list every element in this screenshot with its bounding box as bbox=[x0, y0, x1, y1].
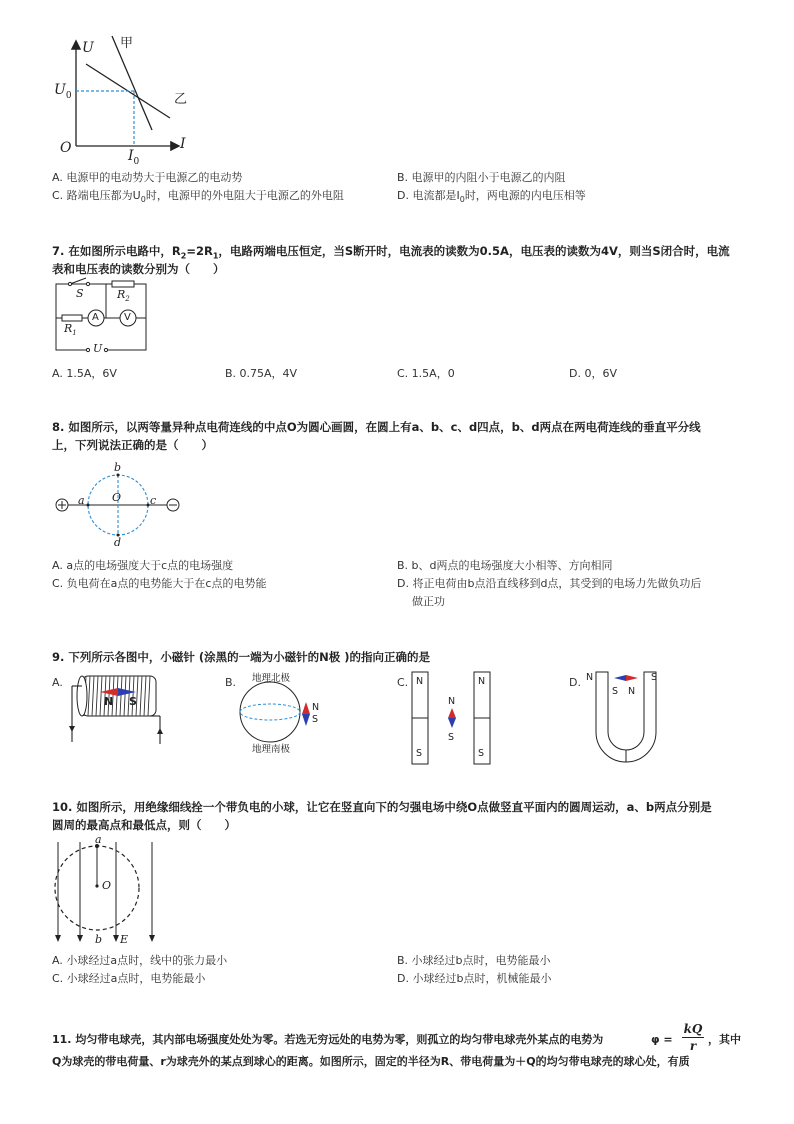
q10-stem-line2: 圆周的最高点和最低点，则（ ） bbox=[52, 818, 236, 832]
point-b-label: b bbox=[114, 461, 122, 474]
u-axis-label: U bbox=[82, 40, 94, 56]
q7-option-a: A. 1.5A，6V bbox=[52, 367, 117, 380]
q8-option-a: A. a点的电场强度大于c点的电场强度 bbox=[52, 559, 234, 572]
r2-label: $R_2$ bbox=[117, 288, 130, 304]
q11-phi: φ = bbox=[651, 1033, 673, 1046]
q11-fraction bbox=[680, 1022, 706, 1053]
q8-option-d-line2: 做正功 bbox=[412, 595, 445, 608]
q10-option-d: D. 小球经过b点时，机械能最小 bbox=[397, 972, 552, 985]
q7-stem-line1: 7. 在如图所示电路中，$R_2=2R_1$，电路两端电压恒定，当S断开时，电流表的读数为0.5A，电压表的读数为4V，则当S闭合时，电流 bbox=[52, 244, 730, 261]
u0-label: $U_0$ bbox=[54, 82, 72, 101]
q8-stem-line1: 8. 如图所示，以两等量异种点电荷连线的中点O为圆心画圆，在圆上有a、b、c、d四点，b、d两点在两电荷连线的垂直平分线 bbox=[52, 420, 701, 434]
switch-label: S bbox=[76, 287, 84, 300]
i-axis-label: I bbox=[180, 136, 186, 152]
u-magnet-right-s-label: S bbox=[651, 672, 658, 683]
i0-label: $I_0$ bbox=[128, 148, 140, 167]
magnet-left-n-label: N bbox=[416, 676, 424, 687]
needle-d-n-label: N bbox=[628, 686, 636, 697]
q8-stem-line2: 上，下列说法正确的是（ ） bbox=[52, 438, 213, 452]
q10-option-b: B. 小球经过b点时，电势能最小 bbox=[397, 954, 551, 967]
yi-label: 乙 bbox=[174, 92, 188, 107]
ammeter-label: A bbox=[92, 312, 99, 323]
point-c-label: c bbox=[150, 494, 157, 507]
needle-c-s-label: S bbox=[448, 732, 455, 743]
q9-label-b: B. bbox=[225, 676, 237, 689]
top-point-a-label: a bbox=[95, 833, 102, 846]
field-e-label: E bbox=[120, 933, 129, 946]
q7-option-d: D. 0，6V bbox=[569, 367, 617, 380]
q10-stem-line1: 10. 如图所示，用绝缘细线拴一个带负电的小球，让它在竖直向下的匀强电场中绕O点做竖直平面内的圆周运动，a、b两点分别是 bbox=[52, 800, 712, 814]
q11-stem-line1-end: ，其中 bbox=[708, 1033, 741, 1046]
q7-option-c: C. 1.5A，0 bbox=[397, 367, 455, 380]
fraction-denominator: r bbox=[689, 1039, 697, 1053]
bottom-point-b-label: b bbox=[95, 933, 103, 946]
solenoid-n-label: N bbox=[104, 695, 114, 708]
q7-stem-line2: 表和电压表的读数分别为（ ） bbox=[52, 262, 225, 276]
q9-label-d: D. bbox=[569, 676, 581, 689]
magnet-left-s-label: S bbox=[416, 748, 423, 759]
geographic-south-label: 地理南极 bbox=[252, 744, 291, 755]
u-terminal-label: U bbox=[93, 342, 103, 355]
geographic-north-label: 地理北极 bbox=[252, 673, 291, 684]
needle-c-n-label: N bbox=[448, 696, 456, 707]
fraction-numerator: kQ bbox=[683, 1022, 703, 1036]
q10-option-c: C. 小球经过a点时，电势能最小 bbox=[52, 972, 206, 985]
q9-label-a: A. bbox=[52, 676, 63, 689]
q11-stem-line2: Q为球壳的带电荷量、r为球壳外的某点到球心的距离。如图所示，固定的半径为R、带电荷量为＋Q的均匀带电球壳的球心处，有质 bbox=[52, 1055, 690, 1068]
q8-option-b: B. b、d两点的电场强度大小相等、方向相同 bbox=[397, 559, 613, 572]
q6-option-c: C. 路端电压都为$U_0$时，电源甲的外电阻大于电源乙的外电阻 bbox=[52, 189, 344, 205]
q6-option-d: D. 电流都是$I_0$时，两电源的内电压相等 bbox=[397, 189, 586, 205]
q9-stem: 9. 下列所示各图中，小磁针 (涂黑的一端为小磁针的N极 )的指向正确的是 bbox=[52, 650, 431, 664]
q11-stem-line1-start: 11. 均匀带电球壳，其内部电场强度处处为零。若选无穷远处的电势为零，则孤立的均匀带电球壳外某点的电势为 bbox=[52, 1033, 604, 1046]
point-o-label: O bbox=[112, 491, 122, 504]
q6-option-a: A. 电源甲的电动势大于电源乙的电动势 bbox=[52, 171, 243, 184]
earth-needle-s-label: S bbox=[312, 714, 319, 725]
r1-label: $R_1$ bbox=[64, 322, 77, 338]
magnet-right-s-label: S bbox=[478, 748, 485, 759]
fraction-bar bbox=[682, 1037, 704, 1038]
q8-option-c: C. 负电荷在a点的电势能大于在c点的电势能 bbox=[52, 577, 267, 590]
jia-label: 甲 bbox=[120, 36, 134, 51]
q9-label-c: C. bbox=[397, 676, 409, 689]
u-magnet-left-n-label: N bbox=[586, 672, 594, 683]
magnet-right-n-label: N bbox=[478, 676, 486, 687]
earth-needle-n-label: N bbox=[312, 702, 320, 713]
center-o-label: O bbox=[102, 879, 112, 892]
q10-option-a: A. 小球经过a点时，线中的张力最小 bbox=[52, 954, 228, 967]
needle-d-s-label: S bbox=[612, 686, 619, 697]
origin-label: O bbox=[60, 140, 72, 156]
voltmeter-label: V bbox=[124, 312, 131, 323]
point-d-label: d bbox=[114, 536, 122, 549]
point-a-label: a bbox=[78, 494, 85, 507]
q7-option-b: B. 0.75A，4V bbox=[225, 367, 298, 380]
solenoid-s-label: S bbox=[129, 695, 137, 708]
q6-option-b: B. 电源甲的内阻小于电源乙的内阻 bbox=[397, 171, 566, 184]
q8-option-d-line1: D. 将正电荷由b点沿直线移到d点，其受到的电场力先做负功后 bbox=[397, 577, 702, 590]
